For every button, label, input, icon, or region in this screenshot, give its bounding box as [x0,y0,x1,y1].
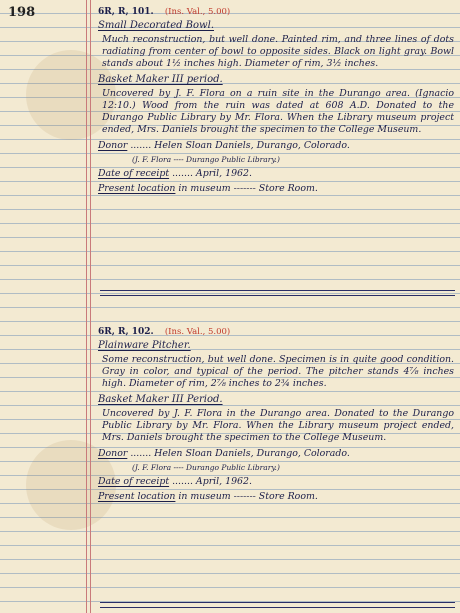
catalog-number-line [98,326,454,338]
catalog-entry [98,326,454,506]
insurance-value: (Ins. Val., 5.00) [164,327,231,337]
page-number: 198 [8,5,36,20]
location-value: in museum ------- Store Room. [178,183,318,194]
receipt-label: Date of receipt [98,476,170,487]
entry-divider [100,602,455,608]
catalog-number-line [98,6,454,18]
donor-subnote: (J. F. Flora ---- Durango Public Library.) [132,463,280,472]
entry-period: Basket Maker III Period. [98,394,223,405]
insurance-value: (Ins. Val., 5.00) [164,7,231,17]
margin-line [90,0,91,613]
location-row [98,491,454,503]
catalog-number: 6R, R, 102. [98,327,154,337]
entry-description: Some reconstruction, but well done. Specimen is in quite good condition. Gray in color, and typical of the period. The pitcher stands 4⅞ inches high. Diameter of rim, 2⅞ inches to 2¾ inches. [102,354,454,389]
receipt-row [98,168,454,180]
entry-provenance: Uncovered by J. F. Flora in the Durango area. Donated to the Durango Public Library by Mr. Flora. When the Library museum project ended, Mrs. Daniels brought the specimen to the College Museum. [102,408,454,443]
entry-divider [100,290,455,296]
receipt-value: ....... April, 1962. [172,476,252,487]
location-value: in museum ------- Store Room. [178,491,318,502]
donor-row [98,448,454,460]
receipt-value: ....... April, 1962. [172,168,252,179]
receipt-row [98,476,454,488]
location-row [98,183,454,195]
donor-label: Donor [98,448,128,459]
margin-line [86,0,87,613]
entry-title: Plainware Pitcher. [98,340,191,351]
entry-period: Basket Maker III period. [98,74,223,85]
catalog-number: 6R, R, 101. [98,7,154,17]
entry-title: Small Decorated Bowl. [98,20,214,31]
entry-provenance: Uncovered by J. F. Flora on a ruin site in the Durango area. (Ignacio 12:10.) Wood from the ruin was dated at 608 A.D. Donated to the Durango Public Library by Mr. Flora. When the Library museum project ended, Mrs. Daniels brought the specimen to the College Museum. [102,88,454,135]
location-label: Present location [98,491,176,502]
location-label: Present location [98,183,176,194]
entry-description: Much reconstruction, but well done. Painted rim, and three lines of dots radiating from center of bowl to opposite sides. Black on light gray. Bowl stands about 1½ inches high. Diameter of rim, 3½ inches. [102,34,454,69]
receipt-label: Date of receipt [98,168,170,179]
donor-value: ....... Helen Sloan Daniels, Durango, Colorado. [130,140,350,151]
catalog-entry [98,6,454,198]
donor-label: Donor [98,140,128,151]
donor-row [98,140,454,152]
donor-value: ....... Helen Sloan Daniels, Durango, Colorado. [130,448,350,459]
donor-subnote: (J. F. Flora ---- Durango Public Library.) [132,155,280,164]
